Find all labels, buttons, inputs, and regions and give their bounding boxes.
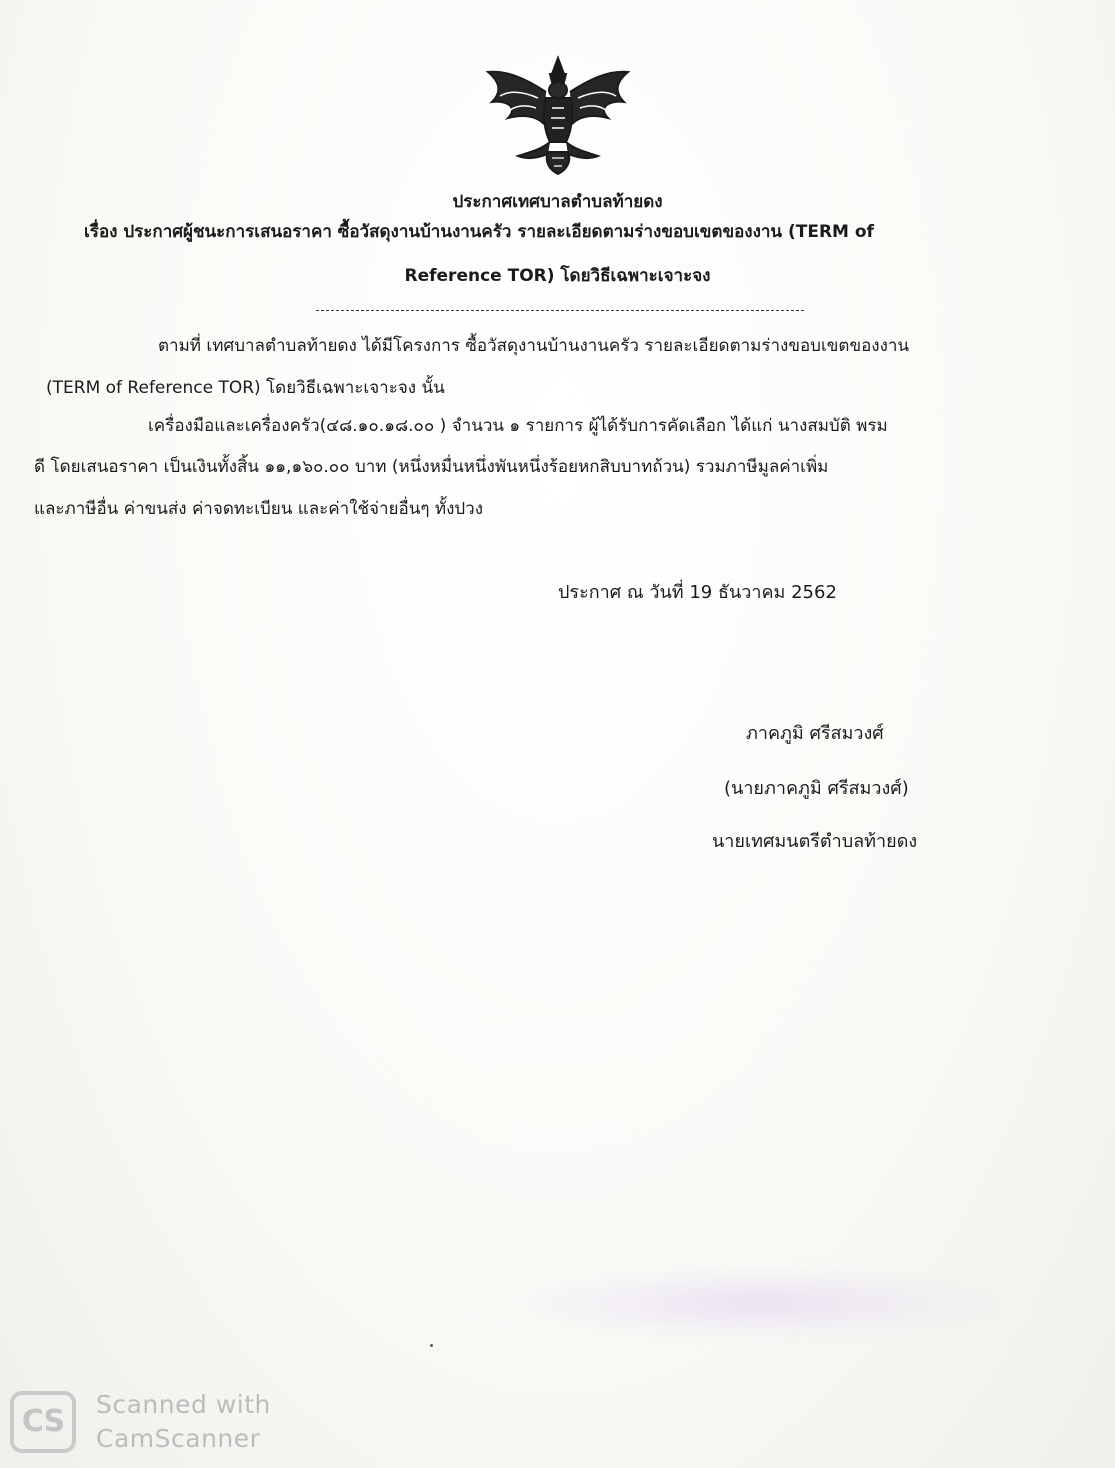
- watermark-line-2: CamScanner: [96, 1424, 261, 1453]
- date-line: ประกาศ ณ วันที่ 19 ธันวาคม 2562: [558, 582, 837, 603]
- camscanner-logo-icon: CS: [10, 1391, 76, 1453]
- signatory-full-name: (นายภาคภูมิ ศรีสมวงศ์): [724, 778, 909, 799]
- camscanner-watermark: [10, 1388, 300, 1460]
- paragraph-1-line-1: ตามที่ เทศบาลตำบลท้ายดง ได้มีโครงการ ซื้อวัสดุงานบ้านงานครัว รายละเอียดตามร่างขอบเขตของงาน: [158, 336, 910, 356]
- color-smudge: [520, 1268, 1000, 1338]
- subject-line-1: เรื่อง ประกาศผู้ชนะการเสนอราคา ซื้อวัสดุงานบ้านงานครัว รายละเอียดตามร่างขอบเขตของงาน (TERM of: [84, 222, 874, 242]
- signatory-position: นายเทศมนตรีตำบลท้ายดง: [712, 831, 918, 852]
- signature-name: ภาคภูมิ ศรีสมวงศ์: [746, 723, 884, 744]
- subject-line-2: Reference TOR) โดยวิธีเฉพาะเจาะจง: [404, 266, 711, 286]
- ink-speck: [430, 1344, 433, 1347]
- separator-line: [316, 310, 804, 311]
- paragraph-2-line-3: และภาษีอื่น ค่าขนส่ง ค่าจดทะเบียน และค่าใช้จ่ายอื่นๆ ทั้งปวง: [34, 499, 484, 519]
- garuda-emblem-icon: [478, 52, 638, 178]
- paragraph-2-line-1: เครื่องมือและเครื่องครัว(๔๘.๑๐.๑๘.๐๐ ) จำนวน ๑ รายการ ผู้ได้รับการคัดเลือก ได้แก่ นางสมบัติ พรม: [148, 416, 888, 436]
- watermark-line-1: Scanned with: [96, 1390, 271, 1419]
- document-title: ประกาศเทศบาลตำบลท้ายดง: [452, 192, 663, 212]
- paragraph-1-line-2: (TERM of Reference TOR) โดยวิธีเฉพาะเจาะจง นั้น: [46, 378, 445, 398]
- paragraph-2-line-2: ดี โดยเสนอราคา เป็นเงินทั้งสิ้น ๑๑,๑๖๐.๐๐ บาท (หนึ่งหมื่นหนึ่งพันหนึ่งร้อยหกสิบบาทถ้วน) รวมภาษีมูลค่าเพิ่ม: [34, 457, 829, 477]
